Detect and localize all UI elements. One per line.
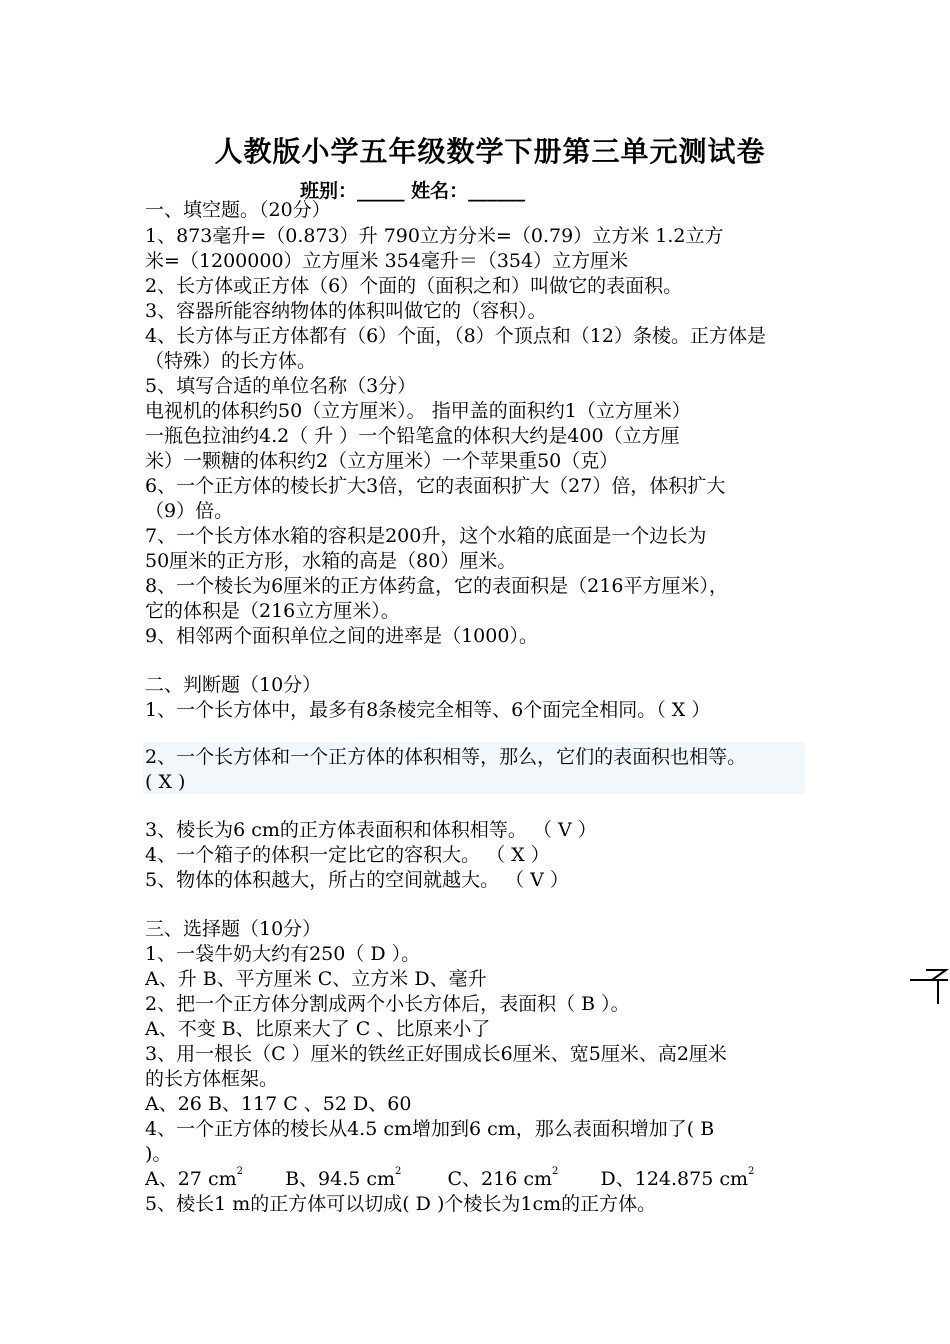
question-line: 3、用一根长（C ）厘米的铁丝正好围成长6厘米、宽5厘米、高2厘米: [145, 1043, 727, 1065]
question-line: 4、长方体与正方体都有（6）个面，（8）个顶点和（12）条棱。正方体是: [145, 325, 766, 347]
question-line: 5、物体的体积越大，所占的空间就越大。 （ V ）: [145, 869, 569, 891]
option-line: A、不变 B、比原来大了 C 、比原来小了: [145, 1018, 491, 1040]
question-line: 米=（1200000）立方厘米 354毫升＝（354）立方厘米: [145, 250, 629, 272]
class-name-line: 班别：_____ 姓名：______: [300, 180, 526, 202]
question-line: 2、长方体或正方体（6）个面的（面积之和）叫做它的表面积。: [145, 275, 683, 297]
question-line: 9、相邻两个面积单位之间的进率是（1000）。: [145, 625, 538, 647]
page-title: 人教版小学五年级数学下册第三单元测试卷: [214, 135, 766, 168]
question-line: 2、把一个正方体分割成两个小长方体后，表面积（ B ）。: [145, 993, 630, 1015]
question-line: 它的体积是（216立方厘米）。: [145, 600, 400, 622]
option-a: A、27 cm: [145, 1168, 237, 1190]
question-line: 4、一个正方体的棱长从4.5 cm增加到6 cm，那么表面积增加了( B: [145, 1118, 715, 1140]
question-line: 1、一个长方体中，最多有8条棱完全相等、6个面完全相同。（ X ）: [145, 699, 711, 721]
section-heading: 三、选择题（10分）: [145, 918, 322, 940]
option-b: B、94.5 cm: [285, 1168, 396, 1190]
question-line: 2、一个长方体和一个正方体的体积相等，那么，它们的表面积也相等。: [145, 746, 747, 768]
question-line: （特殊）的长方体。: [145, 350, 317, 372]
question-line: 1、一袋牛奶大约有250（ D ）。: [145, 943, 421, 965]
section-heading: 一、填空题。（20分）: [145, 199, 331, 221]
question-line: （9）倍。: [145, 500, 234, 522]
question-line: 一瓶色拉油约4.2（ 升 ）一个铅笔盒的体积大约是400（立方厘: [145, 425, 680, 447]
question-line: 5、填写合适的单位名称（3分）: [145, 375, 417, 397]
question-line: 电视机的体积约50（立方厘米）。 指甲盖的面积约1（立方厘米）: [145, 400, 691, 422]
question-line: 米）一颗糖的体积约2（立方厘米）一个苹果重50（克）: [145, 450, 619, 472]
question-line: 8、一个棱长为6厘米的正方体药盒，它的表面积是（216平方厘米），: [145, 575, 728, 597]
question-line: 7、一个长方体水箱的容积是200升，这个水箱的底面是一个边长为: [145, 525, 707, 547]
question-line: 5、棱长1 m的正方体可以切成( D )个棱长为1cm的正方体。: [145, 1193, 657, 1215]
margin-mark-icon: [908, 966, 950, 1006]
question-line: )。: [145, 1143, 172, 1165]
question-line: 6、一个正方体的棱长扩大3倍，它的表面积扩大（27）倍，体积扩大: [145, 475, 726, 497]
question-line: ( X ): [145, 771, 186, 793]
question-line: 50厘米的正方形，水箱的高是（80）厘米。: [145, 550, 517, 572]
question-line: 的长方体框架。: [145, 1068, 279, 1090]
option-line: A、26 B、117 C 、52 D、60: [145, 1093, 412, 1115]
option-d: D、124.875 cm: [600, 1168, 749, 1190]
option-c: C、216 cm: [447, 1168, 553, 1190]
question-line: 3、容器所能容纳物体的体积叫做它的（容积）。: [145, 300, 547, 322]
question-line: 1、873毫升=（0.873）升 790立方分米=（0.79）立方米 1.2立方: [145, 225, 724, 247]
section-heading: 二、判断题（10分）: [145, 674, 322, 696]
option-line: A、27 $cm^2$ B、94.5 $cm^2$ C、216 $cm^2$ D、124.875 $cm^2$: [145, 1166, 755, 1190]
option-line: A、升 B、平方厘米 C、立方米 D、毫升: [145, 968, 487, 990]
question-line: 3、棱长为6 cm的正方体表面积和体积相等。 （ V ）: [145, 819, 597, 841]
question-line: 4、一个箱子的体积一定比它的容积大。 （ X ）: [145, 844, 550, 866]
